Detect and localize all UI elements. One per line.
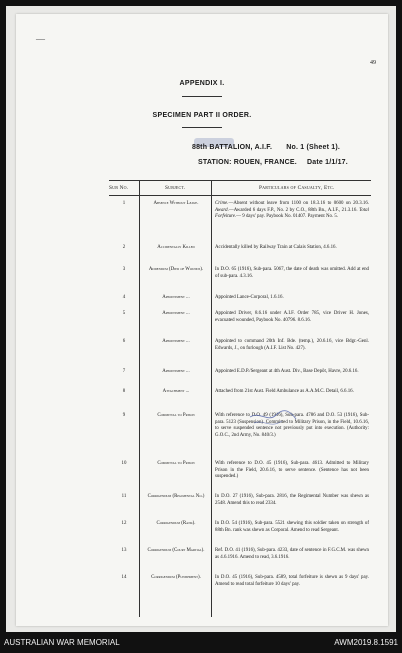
specimen-title: SPECIMEN PART II ORDER. xyxy=(152,112,252,119)
casualty-table xyxy=(109,180,371,587)
row-particulars: Accidentally killed by Railway Train at Calais Station, 4.6.16. xyxy=(215,245,337,250)
row-subject: Appointment ... xyxy=(162,295,190,300)
row-number: 13 xyxy=(121,548,127,553)
table-header xyxy=(109,181,371,196)
row-subject: Attachment ... xyxy=(162,389,190,394)
column-divider xyxy=(211,181,212,617)
award-text: —Awarded 6 days F.P., No. 2 by C.O., 88th Bn., A.I.F., 21.3.16. xyxy=(228,207,358,213)
row-particulars: With reference to D.O. 49 (1916), Sub-para. 4786 and D.O. 53 (1916), Sub-para. 5123 (Suspension). Committed to Military Prison, in the Field, 10.6.16, to serve suspended sentence not previously put into execution. (Authority: G.O.C., 2nd Army, No. 840/3.) xyxy=(215,413,369,438)
row-subject: Appointment ... xyxy=(162,311,190,316)
row-subject: Corrigendum (Rank). xyxy=(156,521,196,526)
row-particulars: Appointed to command 20th Inf. Bde. (temp.), 20.6.16, vice Bdgr.-Genl. Edwards, J., on furlough (A.I.F. List No. 427). xyxy=(215,339,369,351)
row-subject: Absence Without Leave. xyxy=(153,201,199,206)
pencil-mark: — xyxy=(36,34,45,44)
row-number: 9 xyxy=(122,413,126,418)
document-page xyxy=(16,14,388,626)
row-subject: Corrigendum (Punishment). xyxy=(151,575,201,580)
row-particulars: In D.O. 65 (1916), Sub-para. 5067, the date of death was omitted. Add at end of sub-para. 4.3.16. xyxy=(215,267,369,279)
order-header-line1 xyxy=(192,144,340,151)
row-particulars: Appointed E.D.P./Sergeant at 4th Aust. Div., Base Depôt, Havre, 20.6.16. xyxy=(215,369,359,374)
sheet-number: No. 1 (Sheet 1). xyxy=(286,144,341,151)
document-frame xyxy=(6,6,396,632)
row-particulars: In D.O. 27 (1916), Sub-para. 2816, the Regimental Number was shewn as 2548. Amend this to read 2334. xyxy=(215,494,369,506)
forfeiture-label: Total Forfeiture. xyxy=(215,207,369,219)
station: STATION: ROUEN, FRANCE. xyxy=(198,159,297,166)
row-number: 6 xyxy=(122,339,126,344)
award-label: Award. xyxy=(215,207,229,213)
row-particulars: Appointed Driver, 8.6.16 under A.I.F. Order 785, vice Driver H. Jones, evacuated wounded, Paybook No. 40796. 8.6.16. xyxy=(215,311,369,323)
row-particulars: Attached from 21st Aust. Field Ambulance as A.A.M.C. Detail, 6.6.16. xyxy=(215,389,354,394)
row-subject: Appointment ... xyxy=(162,339,190,344)
row-particulars: In D.O. 45 (1916), Sub-para. 4589, total forfeiture is shewn as 9 days' pay. Amend to read total forfeiture 10 days' pay. xyxy=(215,575,369,587)
page-number: 49 xyxy=(370,60,376,66)
row-particulars xyxy=(215,201,369,221)
row-particulars: In D.O. 54 (1916), Sub-para. 5521 shewing this soldier taken on strength of 88th Bn. rank was shewn as Corporal. Amend to read Sergeant. xyxy=(215,521,369,533)
row-number: 12 xyxy=(121,521,127,526)
row-number: 10 xyxy=(121,461,127,466)
forfeiture-text: — 9 days' pay. Paybook No. 01407. Payment No. 5. xyxy=(236,214,339,219)
ink-scribble-mark xyxy=(246,409,306,449)
row-number: 5 xyxy=(122,311,126,316)
row-number: 1 xyxy=(122,201,126,206)
crime-text: —Absent without leave from 1100 on 18.3.16 to 0600 on 20.3.16. xyxy=(228,201,369,206)
footer-credit: AUSTRALIAN WAR MEMORIAL xyxy=(4,638,120,647)
appendix-title: APPENDIX I. xyxy=(179,80,225,87)
row-particulars: Ref. D.O. 41 (1916), Sub-para. 4233, date of sentence in F.G.C.M. was shewn as 4.6.1916. Amend to read, 3.6.1916. xyxy=(215,548,369,560)
row-subject: Corrigendum (Court Martial). xyxy=(147,548,205,553)
row-subject: Corrigendum (Regimental No.) xyxy=(147,494,205,499)
column-header-no: Sub No. xyxy=(109,185,129,191)
row-subject: Accidentally Killed xyxy=(157,245,195,250)
order-header-line2 xyxy=(198,159,348,166)
row-number: 8 xyxy=(122,389,126,394)
row-number: 14 xyxy=(121,575,127,580)
column-divider xyxy=(139,181,140,617)
footer-accession-number: AWM2019.8.1591 xyxy=(334,638,398,647)
crime-label: Crime. xyxy=(215,201,229,206)
row-number: 2 xyxy=(122,245,126,250)
divider xyxy=(182,127,222,128)
row-particulars: With reference to D.O. 45 (1916), Sub-para. 4613. Admitted to Military Prison in the Field, 20.6.16, to serve sentence. (Sentence has not been suspended.) xyxy=(215,461,369,479)
column-header-subject: Subject. xyxy=(165,185,186,191)
column-header-particulars: Particulars of Casualty, Etc. xyxy=(259,185,335,191)
row-subject: Committal to Prison xyxy=(157,413,195,418)
row-subject: Addendum (Died of Wounds). xyxy=(148,267,204,272)
divider xyxy=(182,96,222,97)
row-subject: Appointment ... xyxy=(162,369,190,374)
row-number: 11 xyxy=(121,494,127,499)
row-number: 4 xyxy=(122,295,126,300)
row-subject: Committal to Prison xyxy=(157,461,195,466)
row-particulars: Appointed Lance-Corporal, 1.6.16. xyxy=(215,295,284,300)
order-date: Date 1/1/17. xyxy=(307,159,348,166)
row-number: 3 xyxy=(122,267,126,272)
battalion: 88th BATTALION, A.I.F. xyxy=(192,144,273,151)
row-number: 7 xyxy=(122,369,126,374)
